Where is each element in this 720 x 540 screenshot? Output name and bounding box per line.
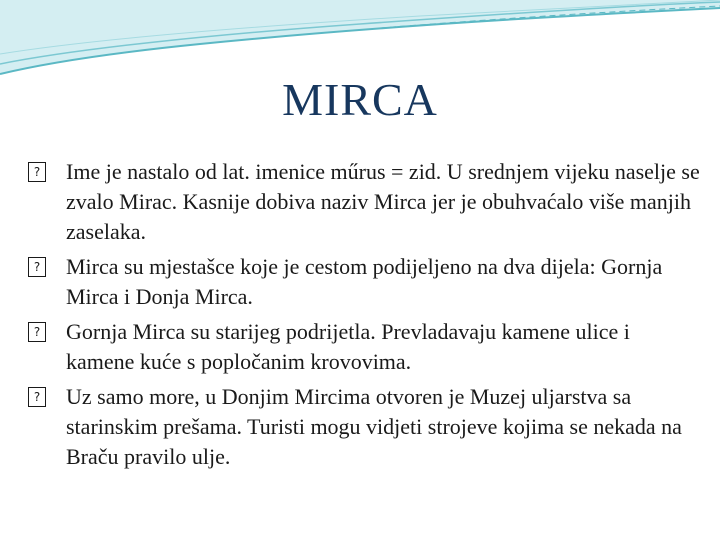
- bullet-list: [28, 157, 700, 477]
- bullet-text: Gornja Mirca su starijeg podrijetla. Prevladavaju kamene ulice i kamene kuće s popločanim krovovima.: [66, 319, 630, 374]
- header-wave-decoration: [0, 0, 720, 80]
- bullet-item: [28, 252, 700, 312]
- bullet-text: Uz samo more, u Donjim Mircima otvoren je Muzej uljarstva sa starinskim prešama. Turisti mogu vidjeti strojeve kojima se nekada na Braču pravilo ulje.: [66, 384, 682, 469]
- bullet-text: Mirca su mjestašce koje je cestom podijeljeno na dva dijela: Gornja Mirca i Donja Mirca.: [66, 254, 663, 309]
- slide-title: MIRCA: [282, 74, 438, 125]
- bullet-item: [28, 157, 700, 247]
- replacement-glyph-icon: ?: [28, 257, 46, 277]
- bullet-text: Ime je nastalo od lat. imenice műrus = zid. U srednjem vijeku naselje se zvalo Mirac. Kasnije dobiva naziv Mirca jer je obuhvaćalo više manjih zaselaka.: [66, 159, 700, 244]
- replacement-glyph-icon: ?: [28, 387, 46, 407]
- replacement-glyph-icon: ?: [28, 162, 46, 182]
- replacement-glyph-icon: ?: [28, 322, 46, 342]
- bullet-item: [28, 382, 700, 472]
- bullet-item: [28, 317, 700, 377]
